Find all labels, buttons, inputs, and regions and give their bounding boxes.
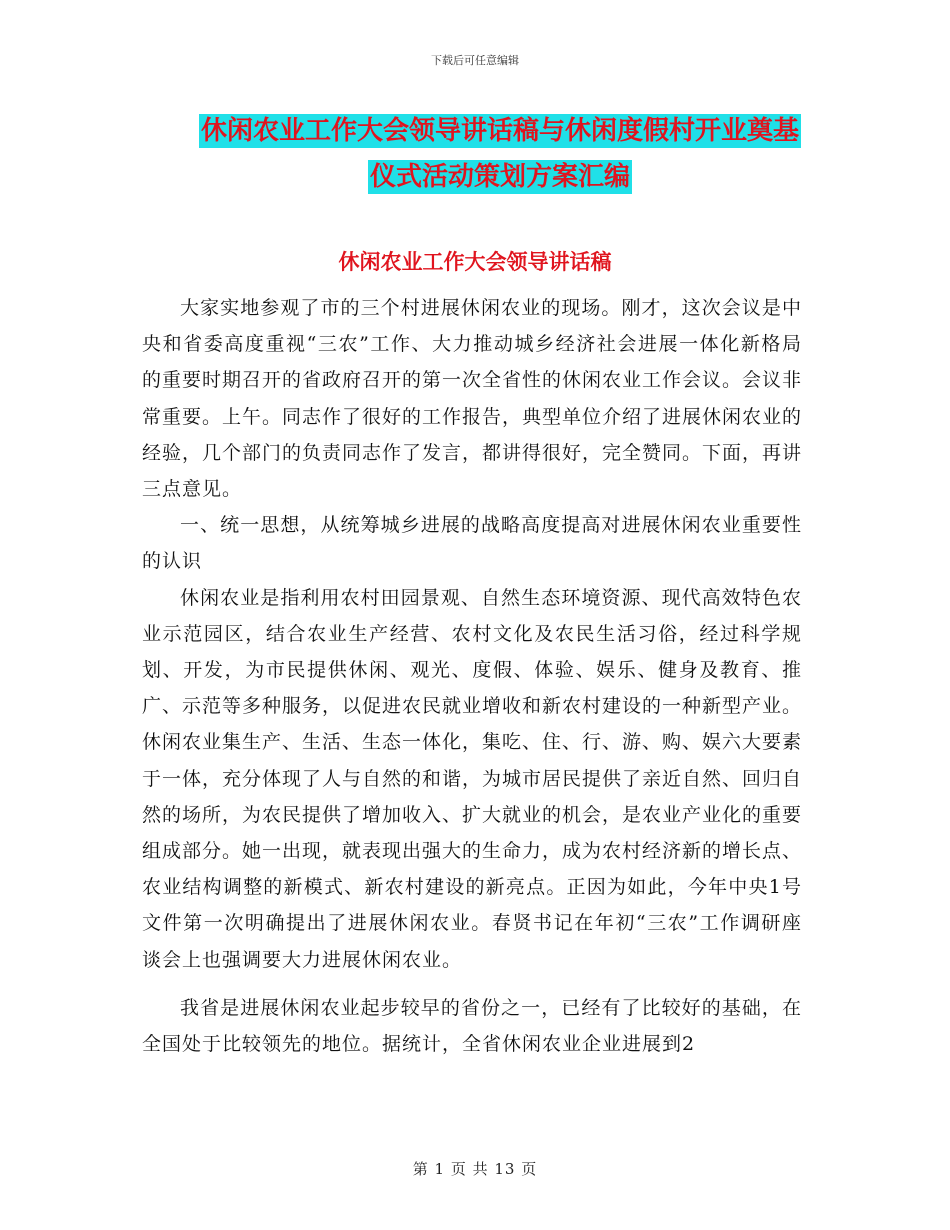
- page-footer: 第 1 页 共 13 页: [412, 1160, 538, 1178]
- header-note: 下载后可任意编辑: [431, 54, 519, 67]
- paragraph: 大家实地参观了市的三个村进展休闲农业的现场。刚才，这次会议是中央和省委高度重视“三农”工作、大力推动城乡经济社会进展一体化新格局的重要时期召开的省政府召开的第一次全省性的休闲农业工作会议。会议非常重要。上午。同志作了很好的工作报告，典型单位介绍了进展休闲农业的经验，几个部门的负责同志作了发言，都讲得很好，完全赞同。下面，再讲三点意见。: [142, 297, 803, 501]
- document-title-line-2: 仪式活动策划方案汇编: [369, 162, 630, 192]
- paragraph: 休闲农业是指利用农村田园景观、自然生态环境资源、现代高效特色农业示范园区，结合农业生产经营、农村文化及农民生活习俗，经过科学规划、开发，为市民提供休闲、观光、度假、体验、娱乐、健身及教育、推广、示范等多种服务，以促进农民就业增收和新农村建设的一种新型产业。休闲农业集生产、生活、生态一体化，集吃、住、行、游、购、娱六大要素于一体，充分体现了人与自然的和谐，为城市居民提供了亲近自然、回归自然的场所，为农民提供了增加收入、扩大就业的机会，是农业产业化的重要组成部分。她一出现，就表现出强大的生命力，成为农村经济新的增长点、农业结构调整的新模式、新农村建设的新亮点。正因为如此，今年中央1号文件第一次明确提出了进展休闲农业。春贤书记在年初“三农”工作调研座谈会上也强调要大力进展休闲农业。: [142, 586, 803, 971]
- document-title-line-1: 休闲农业工作大会领导讲话稿与休闲度假村开业奠基: [200, 116, 799, 146]
- document-body: [142, 290, 802, 1062]
- document-title: [130, 108, 870, 200]
- paragraph: 我省是进展休闲农业起步较早的省份之一，已经有了比较好的基础，在全国处于比较领先的地位。据统计，全省休闲农业企业进展到2: [142, 996, 802, 1056]
- section-title: 休闲农业工作大会领导讲话稿: [338, 250, 612, 274]
- paragraph-heading: 一、统一思想，从统筹城乡进展的战略高度提高对进展休闲农业重要性的认识: [142, 514, 802, 573]
